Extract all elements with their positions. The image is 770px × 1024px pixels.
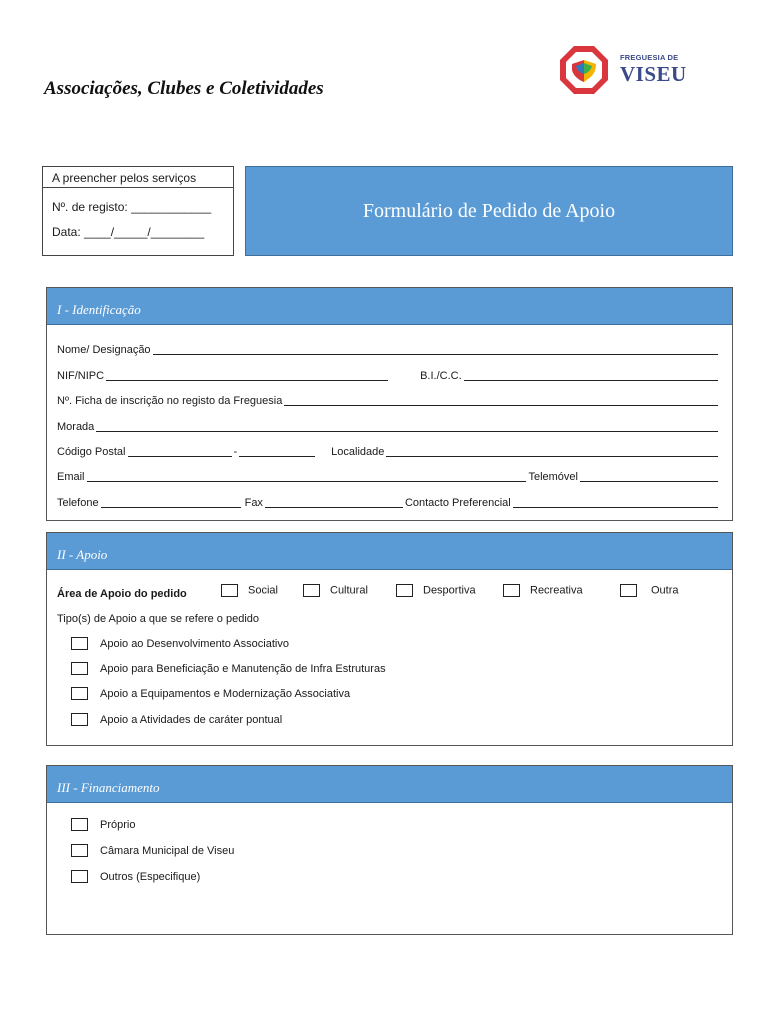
- checkbox[interactable]: [71, 687, 88, 700]
- checkbox[interactable]: [71, 870, 88, 883]
- checkbox[interactable]: [396, 584, 413, 597]
- section-financiamento: [46, 765, 733, 935]
- option-label: Apoio para Beneficiação e Manutenção de Infra Estruturas: [100, 662, 386, 675]
- tipo-option[interactable]: [71, 713, 282, 726]
- freguesia-emblem-icon: [558, 44, 610, 96]
- section-title: III - Financiamento: [47, 766, 732, 803]
- localidade-input-line[interactable]: [386, 446, 718, 457]
- option-label: Apoio ao Desenvolvimento Associativo: [100, 637, 289, 650]
- morada-input-line[interactable]: [96, 421, 718, 432]
- bi-label: B.I./C.C.: [420, 370, 462, 382]
- telefone-label: Telefone: [57, 497, 99, 509]
- option-label: Outra: [651, 584, 679, 597]
- fax-input-line[interactable]: [265, 497, 403, 508]
- data-field: Data: ____/_____/________: [52, 225, 205, 239]
- option-label: Desportiva: [423, 584, 476, 597]
- nif-input-line[interactable]: [106, 370, 388, 381]
- nif-label: NIF/NIPC: [57, 370, 105, 382]
- telemovel-input-line[interactable]: [580, 471, 718, 482]
- option-label: Recreativa: [530, 584, 583, 597]
- freguesia-logo: [558, 44, 688, 96]
- option-label: Cultural: [330, 584, 368, 597]
- tipo-option[interactable]: [71, 662, 386, 675]
- option-label: Apoio a Atividades de caráter pontual: [100, 713, 283, 726]
- option-label: Apoio a Equipamentos e Modernização Associativa: [100, 687, 351, 700]
- codigo-postal-input-line[interactable]: [128, 446, 232, 457]
- checkbox[interactable]: [71, 844, 88, 857]
- codigo-postal-dash: -: [233, 446, 238, 458]
- financiamento-option[interactable]: [71, 870, 200, 883]
- telefone-row: [57, 497, 720, 511]
- fax-label: Fax: [244, 497, 263, 509]
- telemovel-label: Telemóvel: [528, 471, 578, 483]
- contacto-input-line[interactable]: [513, 497, 718, 508]
- checkbox[interactable]: [221, 584, 238, 597]
- tipo-option[interactable]: [71, 637, 289, 650]
- option-label: Câmara Municipal de Viseu: [100, 844, 235, 857]
- codigo-postal-label: Código Postal: [57, 446, 126, 458]
- checkbox[interactable]: [620, 584, 637, 597]
- area-option-desportiva[interactable]: [396, 584, 476, 597]
- logo-line1: FREGUESIA DE: [620, 53, 679, 62]
- area-option-recreativa[interactable]: [503, 584, 583, 597]
- ficha-row: [57, 395, 720, 409]
- option-label: Outros (Especifique): [100, 870, 201, 883]
- email-input-line[interactable]: [87, 471, 527, 482]
- codigo-postal-row: [57, 446, 720, 460]
- nome-input-line[interactable]: [153, 344, 718, 355]
- tipos-label: Tipo(s) de Apoio a que se refere o pedido: [57, 613, 260, 625]
- email-row: [57, 471, 720, 485]
- service-box: [42, 166, 232, 256]
- telefone-input-line[interactable]: [101, 497, 241, 508]
- checkbox[interactable]: [71, 818, 88, 831]
- section-apoio: [46, 532, 733, 746]
- checkbox[interactable]: [71, 713, 88, 726]
- nome-row: [57, 344, 720, 358]
- localidade-label: Localidade: [331, 446, 385, 458]
- financiamento-option[interactable]: [71, 818, 135, 831]
- area-option-cultural[interactable]: [303, 584, 368, 597]
- registo-field: Nº. de registo: ____________: [52, 200, 212, 214]
- service-box-heading: A preencher pelos serviços: [42, 166, 234, 188]
- tipo-option[interactable]: [71, 687, 350, 700]
- area-option-social[interactable]: [221, 584, 278, 597]
- logo-line2: VISEU: [620, 61, 687, 86]
- option-label: Próprio: [100, 818, 136, 831]
- email-label: Email: [57, 471, 85, 483]
- bi-input-line[interactable]: [464, 370, 718, 381]
- checkbox[interactable]: [503, 584, 520, 597]
- contacto-label: Contacto Preferencial: [404, 497, 511, 509]
- option-label: Social: [248, 584, 278, 597]
- section-identificacao: [46, 287, 733, 521]
- morada-label: Morada: [57, 421, 95, 433]
- area-option-outra[interactable]: [620, 584, 679, 597]
- area-label: Área de Apoio do pedido: [57, 588, 187, 600]
- checkbox[interactable]: [71, 637, 88, 650]
- nif-row: [57, 370, 720, 384]
- section-title: I - Identificação: [47, 288, 732, 325]
- codigo-postal-suffix-line[interactable]: [239, 446, 315, 457]
- form-title-banner: Formulário de Pedido de Apoio: [245, 166, 733, 256]
- ficha-input-line[interactable]: [284, 395, 718, 406]
- checkbox[interactable]: [303, 584, 320, 597]
- nome-label: Nome/ Designação: [57, 344, 151, 356]
- page-title: Associações, Clubes e Coletividades: [44, 78, 324, 99]
- section-title: II - Apoio: [47, 533, 732, 570]
- ficha-label: Nº. Ficha de inscrição no registo da Freguesia: [57, 395, 283, 407]
- morada-row: [57, 421, 720, 435]
- financiamento-option[interactable]: [71, 844, 234, 857]
- checkbox[interactable]: [71, 662, 88, 675]
